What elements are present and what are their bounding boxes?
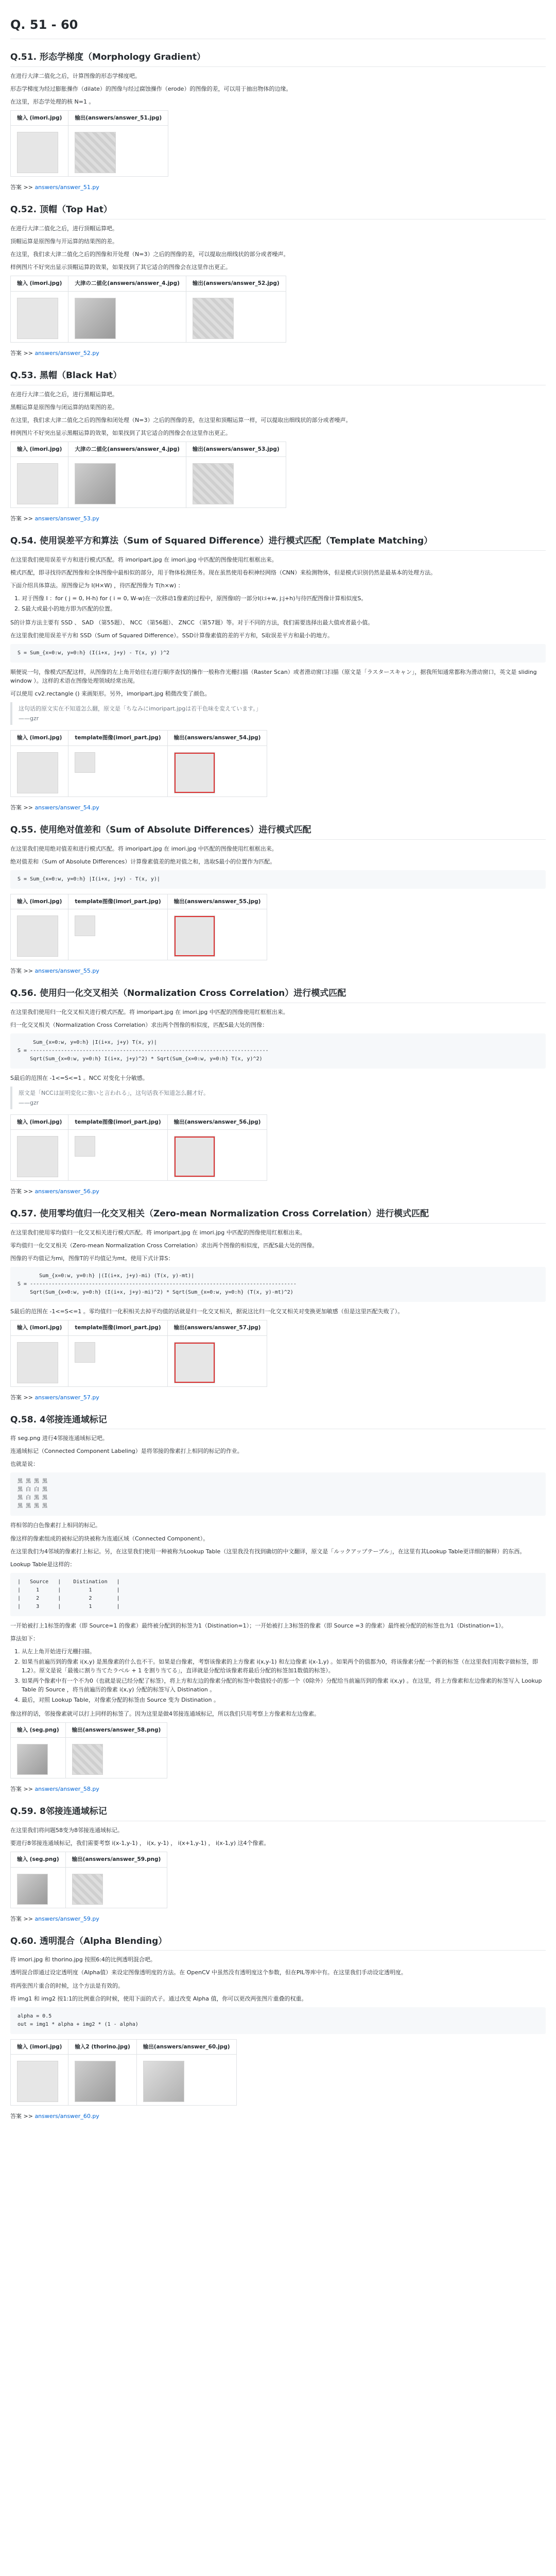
- list-item: 2. S最大或最小的地方即为匹配的位置。: [22, 604, 546, 613]
- list-item: 1. 对于图像 I ：for ( j = 0, H-h) for ( i = 0, W-w)在一次移动1像素的过程中，原图像I的一部分I(i:i+w, j:j+h)与待匹配图像计算相似度S。: [22, 594, 546, 603]
- otsu-image: [75, 463, 116, 504]
- template-image: [75, 916, 95, 936]
- q51-image-table: [10, 110, 168, 177]
- list-item: 3. 如果两个像素中有一个不为0（也就是说已经分配了标签），将上方和左边的像素分配的标签中数值较小的那一个（0除外）分配给当前遍历到的像素 i(x,y) 。在这里，将上方像素和左边像素的标签写入 Lookup Table 的 Source ，将当前遍历的像素 i(x,y) 分配的标签写入 Distination 。: [22, 1676, 546, 1694]
- output-header: 输出(answers/answer_51.jpg): [68, 111, 168, 126]
- section-q60: [10, 1936, 546, 2121]
- q55-p2: 绝对值差和（Sum of Absolute Differences）计算像素值差的绝对值之和，选取S最小的位置作为匹配。: [10, 858, 276, 865]
- list-item: 2. 如果当前遍历到的像素 i(x,y) 是黑像素的什么也不干。如果是白像素，考察该像素的上方像素 i(x,y-1) 和左边像素 i(x-1,y) 。如果两个的值都为0，将该像素分配一个新的标签（在这里我们用数字做标签，即1,2）。原文是说「最後に割り当てたラベル + 1 を割り当てる」，直译就是分配给该像素将最后分配的标签加1数值的标签）。: [22, 1657, 546, 1675]
- output-image-cell: [65, 1738, 167, 1778]
- template-image-cell: [68, 909, 167, 960]
- otsu-image-cell: [68, 456, 186, 507]
- q58-p2: 连通域标记（Connected Component Labeling）是将邻接的像素打上相同的标记的作业。: [10, 1448, 243, 1455]
- input-header: 输入 (seg.png): [11, 1852, 66, 1867]
- output-image-cell: [65, 1867, 167, 1908]
- input-image: [17, 916, 58, 957]
- q54-p3: 下面介绍具体算法。原图像记为 I(H×W) ，待匹配图像为 T(h×w) ：: [10, 582, 184, 589]
- input-image: [17, 1342, 58, 1383]
- output-header: 输出(answers/answer_58.png): [65, 1723, 167, 1738]
- otsu-image-cell: [68, 291, 186, 342]
- q55-formula: S = Sum_{x=0:w, y=0:h} |I(i+x, j+y) - T(x, y)|: [10, 870, 546, 889]
- template-image: [75, 1136, 95, 1157]
- q52-p4: 样例图片不好突出显示顶帽运算的效果，如果找到了其它适合的图像会在这里作出更正。: [10, 264, 231, 271]
- input-header: 输入 (imori.jpg): [11, 894, 68, 909]
- q52-p1: 在进行大津二值化之后，进行顶帽运算吧。: [10, 225, 118, 232]
- output-image-cell: [68, 126, 168, 177]
- input-header: 输入 (imori.jpg): [11, 1320, 68, 1335]
- section-q52: [10, 204, 546, 357]
- q54-p4: S的计算方法主要有 SSD 、 SAD （第55题）、 NCC （第56题）、 ZNCC （第57题）等。对于不同的方法，我们需要选择出最大值或者最小值。: [10, 619, 374, 626]
- output-image: [75, 132, 116, 173]
- q57-formula: Sum_{x=0:w, y=0:h} |(I(i+x, j+y)-mi) (T(x, y)-mt)| S = -------------------------------------------------------------------------------------- Sqrt(Sum_{x=0:w, y=0:h} (I(i+x, j+y)-mi)^2) * Sqrt(Sum_{x=0:w, y=0:h} (T(x, y)-mt)^2): [10, 1267, 546, 1302]
- output-image: [143, 2061, 184, 2102]
- q58-lookup-table: | Source | Distination | | 1 | 1 | | 2 | 2 | | 3 | 1 |: [10, 1573, 546, 1616]
- q60-p4: 将 img1 和 img2 按1:1的比例重合的时候，使用下面的式子。通过改变 Alpha 值，你可以更改两张图片重叠的权重。: [10, 1995, 307, 2002]
- q54-quote: 这句话的原文实在不知道怎么翻，原文是「ちなみにimoripart.jpgは若干色味を変えています。」 ——gzr: [10, 702, 546, 725]
- output-header: 输出(answers/answer_53.jpg): [186, 442, 286, 456]
- output-image-cell: [186, 456, 286, 507]
- section-q59: [10, 1806, 546, 1923]
- input-image-cell: [11, 291, 68, 342]
- q59-p1: 在这里我们将问题58变为8邻接连通域标记。: [10, 1827, 123, 1834]
- answer-link[interactable]: answers/answer_60.py: [34, 2112, 99, 2120]
- q52-title: Q.52. 顶帽（Top Hat）: [10, 204, 546, 219]
- q56-p1: 在这里我们使用归一化交叉相关进行模式匹配。将 imoripart.jpg 在 imori.jpg 中匹配的图像使用红框框出来。: [10, 1008, 289, 1015]
- q55-answer: 答案 >> answers/answer_55.py: [10, 967, 99, 974]
- output-image: [193, 298, 234, 339]
- input-image-cell: [11, 456, 68, 507]
- q60-formula: alpha = 0.5 out = img1 * alpha + img2 * (1 - alpha): [10, 2007, 546, 2034]
- input-image-cell: [11, 1130, 68, 1181]
- q55-image-table: [10, 894, 267, 960]
- q58-p9: 算法如下：: [10, 1635, 39, 1642]
- q58-p5: 像这样的像素组成的被标记的块被称为连通区域（Connected Component）。: [10, 1535, 209, 1542]
- section-q58: [10, 1414, 546, 1794]
- template-image: [75, 752, 95, 773]
- q57-image-table: [10, 1320, 267, 1386]
- q51-p1: 在进行大津二值化之后，计算图像的形态学梯度吧。: [10, 72, 141, 79]
- section-q51: [10, 52, 546, 192]
- q57-p2: 零均值归一化交叉相关（Zero-mean Normalization Cross Correlation）求出两个图像的相似度，匹配S最大处的图像。: [10, 1242, 318, 1249]
- output-header: 输出(answers/answer_52.jpg): [186, 276, 286, 291]
- q57-p3: 图像的平均值记为mi，图像T的平均值记为mt。使用下式计算S：: [10, 1255, 174, 1262]
- template-image: [75, 1342, 95, 1363]
- input-image-cell: [11, 126, 68, 177]
- input-image: [17, 298, 58, 339]
- template-header: template图像(imori_part.jpg): [68, 731, 167, 745]
- input-image: [17, 463, 58, 504]
- template-image-cell: [68, 1335, 167, 1386]
- q54-p6: 顺便说一句，像模式匹配这样，从图像的左上角开始往右进行顺序查找的操作一般称作光栅扫描（Raster Scan）或者滑动窗口扫描（原文是「ラスタースキャン」，据我所知通常都称为滑动窗口，英文是 sliding window ）。这样的术语在图像处理领域经常出现。: [10, 669, 537, 685]
- q60-image-table: [10, 2039, 237, 2106]
- q56-quote: 原文是「NCCは証明変化に強いと言われる」，这句话我不知道怎么翻才好。 ——gzr: [10, 1087, 546, 1109]
- list-item: 4. 最后，对照 Lookup Table，对像素分配的标签由 Source 变为 Distination 。: [22, 1696, 546, 1704]
- output-image-cell: [186, 291, 286, 342]
- output-header: 输出(answers/answer_55.jpg): [167, 894, 267, 909]
- q52-answer: 答案 >> answers/answer_52.py: [10, 349, 99, 357]
- template-header: template图像(imori_part.jpg): [68, 894, 167, 909]
- input-image-cell: [11, 1867, 66, 1908]
- input-header: 输入 (imori.jpg): [11, 1114, 68, 1129]
- template-image-cell: [68, 1130, 167, 1181]
- q58-p3: 也就是说：: [10, 1461, 39, 1468]
- q53-image-table: [10, 442, 286, 508]
- q54-formula: S = Sum_{x=0:w, y=0:h} (I(i+x, j+y) - T(x, y) )^2: [10, 644, 546, 663]
- q58-p1: 将 seg.png 进行4邻接连通域标记吧。: [10, 1435, 108, 1442]
- input-image: [17, 1136, 58, 1177]
- q52-image-table: [10, 276, 286, 342]
- section-q53: [10, 370, 546, 523]
- output-image: [72, 1874, 103, 1905]
- q60-title: Q.60. 透明混合（Alpha Blending）: [10, 1936, 546, 1951]
- q53-p3: 在这里，我们求大津二值化之后的图像和闭处理（N=3）之后的图像的差，在这里和顶帽运算一样，可以提取出细线状的部分或者噪声。: [10, 416, 352, 423]
- q51-title: Q.51. 形态学梯度（Morphology Gradient）: [10, 52, 546, 67]
- q58-p6: 在这里我们为4邻域的像素打上标记。另，在这里我们使用一种被称为Lookup Table（这里我没有找到确切的中文翻译，原文是「ルックアップテーブル」，在这里有其Lookup Table更详细的解释）的东西。: [10, 1548, 526, 1555]
- template-image-cell: [68, 745, 167, 796]
- output-image: [193, 463, 234, 504]
- q58-grid: 黒 黒 黒 黒 黒 白 白 黒 黒 白 黒 黒 黒 黒 黒 黒: [10, 1472, 546, 1516]
- q58-p8: 一开始被打上1标签的像素（即 Source=1 的像素）最终被分配到的标签为1（Distination=1）；一开始被打上3标签的像素（即 Source =3 的像素）最终被分配的的标签也为1（Distination=1）。: [10, 1622, 507, 1629]
- answer-link[interactable]: answers/answer_51.py: [34, 184, 99, 191]
- input-image-cell: [11, 1335, 68, 1386]
- q54-p5: 在这里我们使用误差平方和 SSD（Sum of Squared Difference）。SSD计算像素值的差的平方和，S取误差平方和最小的地方。: [10, 632, 334, 639]
- q53-p2: 黑帽运算是原图像与闭运算的结果图的差。: [10, 403, 118, 411]
- input-image: [17, 1744, 48, 1775]
- q56-formula: Sum_{x=0:w, y=0:h} |I(i+x, j+y) T(x, y)| S = ----------------------------------------------------------------------------- Sqrt(Sum_{x=0:w, y=0:h} I(i+x, j+y)^2) * Sqrt(Sum_{x=0:w, y=0:h} T(x, y)^2): [10, 1033, 546, 1069]
- q52-p2: 顶帽运算是原图像与开运算的结果图的差。: [10, 238, 118, 245]
- q54-p1: 在这里我们使用误差平方和进行模式匹配。将 imoripart.jpg 在 imori.jpg 中匹配的图像使用红框框出来。: [10, 556, 277, 563]
- otsu-image: [75, 298, 116, 339]
- output-image-cell: [167, 909, 267, 960]
- input-image: [17, 1874, 48, 1905]
- input-header: 输入 (imori.jpg): [11, 276, 68, 291]
- q58-p7: Lookup Table是这样的：: [10, 1561, 76, 1568]
- q54-steps: [10, 594, 546, 613]
- q51-p3: 在这里，形态学处理的核 N=1 。: [10, 98, 95, 106]
- q53-p1: 在进行大津二值化之后，进行黑帽运算吧。: [10, 391, 118, 398]
- answer-link[interactable]: answers/answer_55.py: [34, 967, 99, 974]
- otsu-header: 大津の二値化(answers/answer_4.jpg): [68, 276, 186, 291]
- q54-p2: 模式匹配，即寻找待匹配图像和全体图像中最相似的部分，用于物体检测任务。现在虽然使用卷积神经网络（CNN）来检测物体，但是模式识别仍然是最基本的处理方法。: [10, 569, 437, 576]
- q54-p7: 可以使用 cv2.rectangle () 来画矩形。另外，imoripart.jpg 稍微改变了颜色。: [10, 690, 211, 698]
- q59-title: Q.59. 8邻接连通域标记: [10, 1806, 546, 1821]
- q58-p10: 像这样的话，邻接像素就可以打上同样的标签了。因为这里是做4邻接连通域标记，所以我们只用考察上方像素和左边像素。: [10, 1710, 320, 1718]
- q58-steps: [10, 1647, 546, 1704]
- output-image-cell: [136, 2054, 236, 2105]
- output-image: [72, 1744, 103, 1775]
- q52-p3: 在这里，我们求大津二值化之后的图像和开处理（N=3）之后的图像的差，可以提取出细线状的部分或者噪声。: [10, 251, 289, 258]
- q55-p1: 在这里我们使用绝对值差和进行模式匹配。将 imoripart.jpg 在 imori.jpg 中匹配的图像使用红框框出来。: [10, 845, 277, 852]
- q57-p1: 在这里我们使用零均值归一化交叉相关进行模式匹配。将 imoripart.jpg 在 imori.jpg 中匹配的图像使用红框框出来。: [10, 1229, 306, 1236]
- output-image-cell: [167, 1335, 267, 1386]
- answer-link[interactable]: answers/answer_57.py: [34, 1394, 99, 1401]
- output-header: 输出(answers/answer_60.jpg): [136, 2039, 236, 2054]
- q53-title: Q.53. 黑帽（Black Hat）: [10, 370, 546, 385]
- q51-answer: 答案 >> answers/answer_51.py: [10, 184, 99, 191]
- section-q54: [10, 535, 546, 812]
- section-q55: [10, 824, 546, 975]
- answer-link[interactable]: answers/answer_58.py: [34, 1786, 99, 1793]
- list-item: 1. 从左上角开始进行光栅扫描。: [22, 1647, 546, 1656]
- input-header: 输入 (imori.jpg): [11, 111, 68, 126]
- output-image: [174, 1136, 215, 1177]
- input-image-cell: [11, 909, 68, 960]
- q53-answer: 答案 >> answers/answer_53.py: [10, 515, 99, 522]
- output-image: [174, 752, 215, 793]
- q56-answer: 答案 >> answers/answer_56.py: [10, 1188, 99, 1195]
- q56-title: Q.56. 使用归一化交叉相关（Normalization Cross Correlation）进行模式匹配: [10, 988, 546, 1003]
- output-header: 输出(answers/answer_54.jpg): [167, 731, 267, 745]
- output-image-cell: [167, 745, 267, 796]
- q59-p2: 要进行8邻接连通域标记，我们需要考察 i(x-1,y-1) ， i(x, y-1) ， i(x+1,y-1) ， i(x-1,y) 这4个像素。: [10, 1840, 270, 1847]
- otsu-header: 大津の二値化(answers/answer_4.jpg): [68, 442, 186, 456]
- q58-image-table: [10, 1722, 167, 1778]
- input2-image-cell: [68, 2054, 136, 2105]
- document-page: [10, 0, 546, 2576]
- answer-link[interactable]: answers/answer_53.py: [34, 515, 99, 522]
- q60-p2: 透明混合即通过设定透明度（Alpha值）来设定图像透明度的方法。在 OpenCV 中虽然没有透明度这个参数，但在PIL等库中有。在这里我们手动设定透明度。: [10, 1969, 407, 1976]
- input-image-cell: [11, 2054, 68, 2105]
- input-image: [17, 132, 58, 173]
- q59-image-table: [10, 1852, 167, 1908]
- output-image: [174, 1342, 215, 1383]
- q57-answer: 答案 >> answers/answer_57.py: [10, 1394, 99, 1401]
- output-image: [174, 916, 215, 957]
- section-q57: [10, 1208, 546, 1401]
- page-title: Q. 51 - 60: [10, 15, 546, 39]
- output-header: 输出(answers/answer_59.png): [65, 1852, 167, 1867]
- input-header: 输入 (imori.jpg): [11, 2039, 68, 2054]
- input-image-cell: [11, 1738, 66, 1778]
- q55-title: Q.55. 使用绝对值差和（Sum of Absolute Differences）进行模式匹配: [10, 824, 546, 840]
- template-header: template图像(imori_part.jpg): [68, 1114, 167, 1129]
- q58-title: Q.58. 4邻接连通域标记: [10, 1414, 546, 1430]
- input-image: [17, 2061, 58, 2102]
- q57-title: Q.57. 使用零均值归一化交叉相关（Zero-mean Normalization Cross Correlation）进行模式匹配: [10, 1208, 546, 1224]
- output-header: 输出(answers/answer_57.jpg): [167, 1320, 267, 1335]
- q58-answer: 答案 >> answers/answer_58.py: [10, 1786, 99, 1793]
- answer-link[interactable]: answers/answer_59.py: [34, 1915, 99, 1922]
- input-header: 输入 (seg.png): [11, 1723, 66, 1738]
- q60-p3: 将两张图片重合的时候，这个方法是有效的。: [10, 1982, 124, 1989]
- input2-image: [75, 2061, 116, 2102]
- answer-link[interactable]: answers/answer_54.py: [34, 804, 99, 811]
- input2-header: 输入2 (thorino.jpg): [68, 2039, 136, 2054]
- answer-link[interactable]: answers/answer_56.py: [34, 1188, 99, 1195]
- q57-p4: S最后的范围在 -1<=S<=1 。零均值归一化积相关去掉平均值的话就是归一化交叉相关，据说这比归一化交叉相关对变换更加敏感（但是这里匹配失败了）。: [10, 1308, 404, 1315]
- q59-answer: 答案 >> answers/answer_59.py: [10, 1915, 99, 1922]
- q60-p1: 将 imori.jpg 和 thorino.jpg 按照6:4的比例透明混合吧。: [10, 1956, 156, 1963]
- input-image: [17, 752, 58, 793]
- answer-link[interactable]: answers/answer_52.py: [34, 349, 99, 357]
- q56-image-table: [10, 1114, 267, 1181]
- q56-p2: 归一化交叉相关（Normalization Cross Correlation）求出两个图像的相似度，匹配S最大处的图像：: [10, 1021, 268, 1028]
- q53-p4: 样例图片不好突出显示黑帽运算的效果，如果找到了其它适合的图像会在这里作出更正。: [10, 429, 231, 436]
- q54-title: Q.54. 使用误差平方和算法（Sum of Squared Difference）进行模式匹配（Template Matching）: [10, 535, 546, 551]
- q51-p2: 形态学梯度为经过膨胀操作（dilate）的图像与经过腐蚀操作（erode）的图像的差，可以用于抽出物体的边缘。: [10, 86, 292, 93]
- output-header: 输出(answers/answer_56.jpg): [167, 1114, 267, 1129]
- output-image-cell: [167, 1130, 267, 1181]
- q60-answer: 答案 >> answers/answer_60.py: [10, 2112, 99, 2120]
- input-header: 输入 (imori.jpg): [11, 731, 68, 745]
- input-image-cell: [11, 745, 68, 796]
- q54-answer: 答案 >> answers/answer_54.py: [10, 804, 99, 811]
- q56-p3: S最后的范围在 -1<=S<=1 。NCC 对变化十分敏感。: [10, 1074, 148, 1081]
- q58-p4: 将相邻的白色像素打上相同的标记。: [10, 1522, 101, 1529]
- section-q56: [10, 988, 546, 1196]
- input-header: 输入 (imori.jpg): [11, 442, 68, 456]
- q54-image-table: [10, 730, 267, 796]
- template-header: template图像(imori_part.jpg): [68, 1320, 167, 1335]
